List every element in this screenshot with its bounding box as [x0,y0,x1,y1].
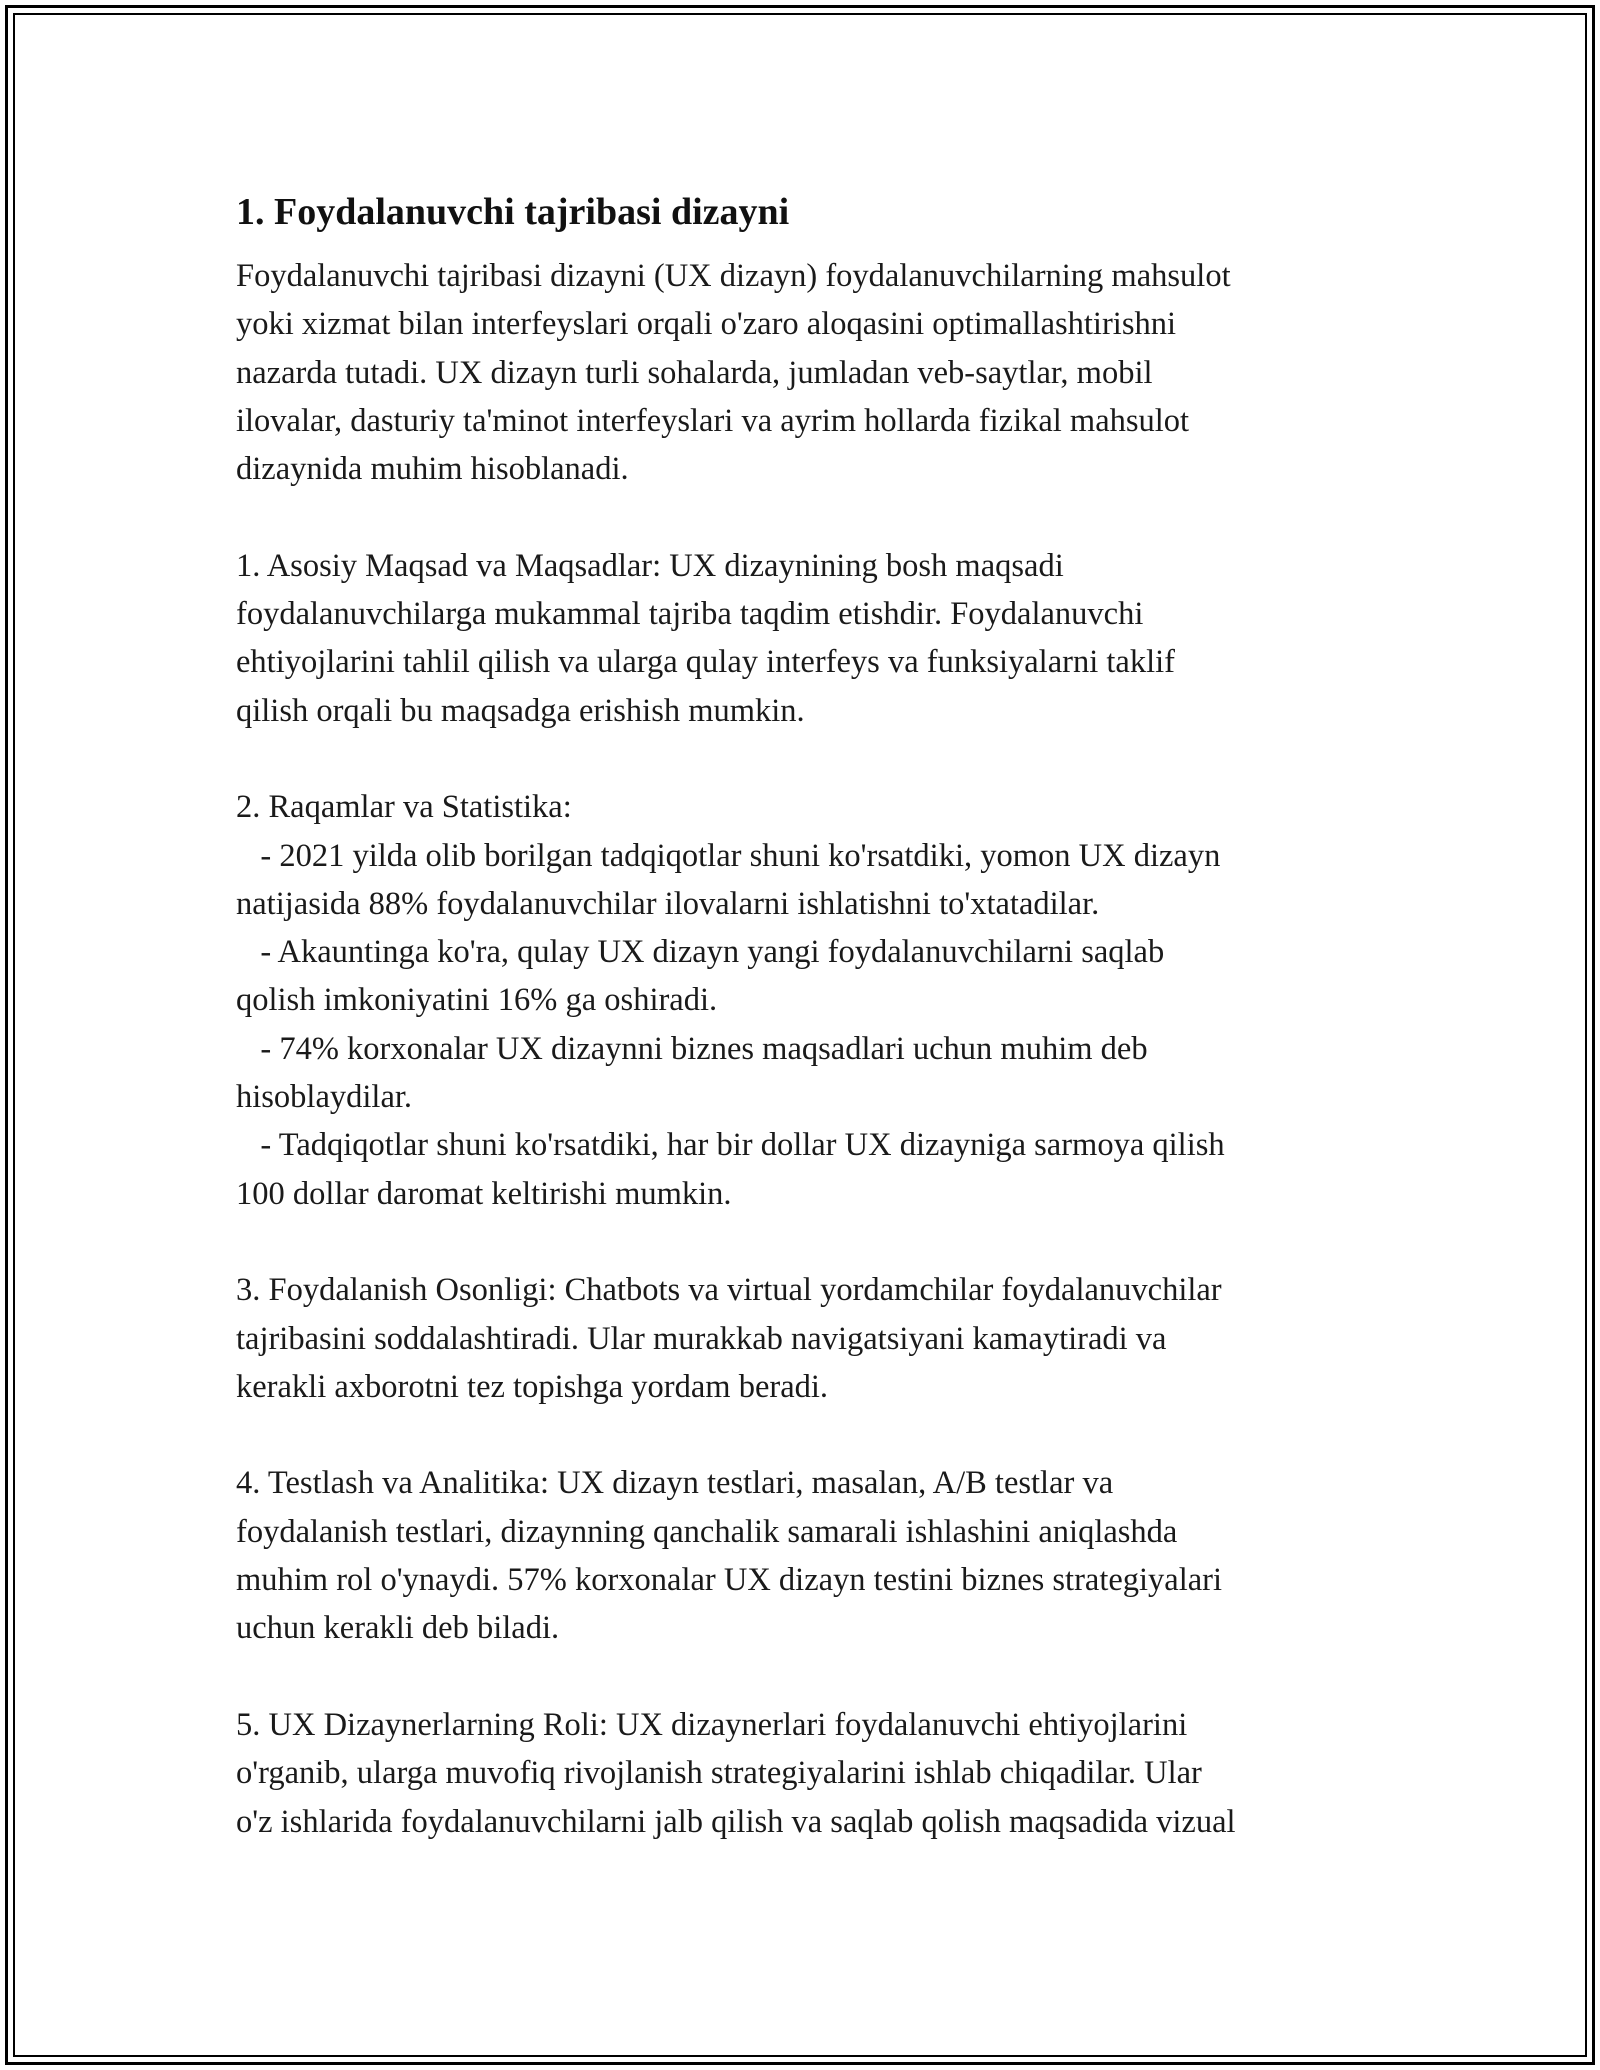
text-line: natijasida 88% foydalanuvchilar ilovalarni ishlatishni to'xtatadilar. [236,885,1100,922]
intro-paragraph [236,252,1376,493]
text-line: Foydalanuvchi tajribasi dizayni (UX dizayn) foydalanuvchilarning mahsulot [236,258,1231,294]
document-body [236,186,1376,1846]
text-line: o'z ishlarida foydalanuvchilarni jalb qilish va saqlab qolish maqsadida vizual [236,1803,1236,1840]
text-line: yoki xizmat bilan interfeyslari orqali o'zaro aloqasini optimallashtirishni [236,306,1176,343]
text-line: 5. UX Dizaynerlarning Roli: UX dizaynerlari foydalanuvchi ehtiyojlarini [236,1706,1188,1743]
text-line: hisoblaydilar. [236,1079,413,1116]
text-line: nazarda tutadi. UX dizayn turli sohalarda, jumladan veb-saytlar, mobil [236,354,1153,391]
text-line: 1. Asosiy Maqsad va Maqsadlar: UX dizaynining bosh maqsadi [236,547,1064,584]
text-line: foydalanuvchilarga mukammal tajriba taqdim etishdir. Foydalanuvchi [236,596,1144,633]
text-line: 2. Raqamlar va Statistika: [236,789,572,826]
section-goals [236,542,1376,735]
paragraph-gap [236,1411,1376,1459]
text-line: uchun kerakli deb biladi. [236,1610,560,1647]
paragraph-gap [236,735,1376,783]
text-line: qolish imkoniyatini 16% ga oshiradi. [236,982,718,1019]
text-line: 100 dollar daromat keltirishi mumkin. [236,1175,732,1212]
text-line: qilish orqali bu maqsadga erishish mumkin. [236,692,805,729]
document-title: 1. Foydalanuvchi tajribasi dizayni [236,191,790,233]
text-line: tajribasini soddalashtiradi. Ular murakkab navigatsiyani kamaytiradi va [236,1320,1167,1357]
text-line: o'rganib, ularga muvofiq rivojlanish strategiyalarini ishlab chiqadilar. Ular [236,1755,1202,1792]
text-line: dizaynida muhim hisoblanadi. [236,451,629,488]
paragraph-gap [236,1218,1376,1266]
text-line: 3. Foydalanish Osonligi: Chatbots va virtual yordamchilar foydalanuvchilar [236,1272,1222,1309]
text-line: foydalanish testlari, dizaynning qanchalik samarali ishlashini aniqlashda [236,1513,1178,1550]
section-designer-role [236,1701,1376,1846]
text-line: - 74% korxonalar UX dizaynni biznes maqsadlari uchun muhim deb [236,1030,1148,1067]
section-testing [236,1459,1376,1652]
text-line: 4. Testlash va Analitika: UX dizayn testlari, masalan, A/B testlar va [236,1465,1114,1502]
text-line: ilovalar, dasturiy ta'minot interfeyslari va ayrim hollarda fizikal mahsulot [236,402,1190,439]
text-line: - Tadqiqotlar shuni ko'rsatdiki, har bir dollar UX dizayniga sarmoya qilish [236,1127,1225,1164]
text-line: - 2021 yilda olib borilgan tadqiqotlar shuni ko'rsatdiki, yomon UX dizayn [236,837,1221,874]
paragraph-gap [236,1653,1376,1701]
section-usability [236,1266,1376,1411]
section-statistics [236,783,1376,1218]
paragraph-gap [236,493,1376,541]
text-line: muhim rol o'ynaydi. 57% korxonalar UX dizayn testini biznes strategiyalari [236,1562,1223,1599]
text-line: kerakli axborotni tez topishga yordam beradi. [236,1368,829,1405]
text-line: ehtiyojlarini tahlil qilish va ularga qulay interfeys va funksiyalarni taklif [236,644,1175,681]
text-line: - Akauntinga ko'ra, qulay UX dizayn yangi foydalanuvchilarni saqlab [236,934,1165,971]
